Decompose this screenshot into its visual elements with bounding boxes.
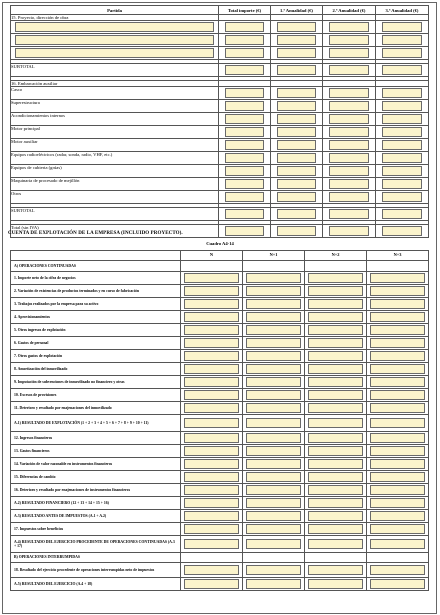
amount-input-year-1[interactable] [246,364,301,374]
header-anualidad-3: 3.ª Anualidad (€) [376,6,429,15]
proyecto-line-2-amount-input-1[interactable] [225,35,264,45]
row-label: 14. Variación de valor razonable en instrumentos financieros [11,458,181,471]
amount-input-year-3[interactable] [370,446,425,456]
proyecto-line-2-amount-input-2[interactable] [277,35,316,45]
amount-input-year-0[interactable] [184,364,239,374]
embarcacion-item-3-label: Acondicionamientos internos [11,113,65,118]
proyecto-line-3-amount-input-4[interactable] [382,48,422,58]
amount-input-year-1[interactable] [246,377,301,387]
investment-table-body [11,15,429,238]
amount-input-year-2[interactable] [308,351,363,361]
row-label: 3. Trabajos realizados por la empresa para su activo [11,298,181,311]
row-label: 1. Importe neto de la cifra de negocios [11,272,181,285]
amount-input-year-3[interactable] [370,377,425,387]
row-label: A.5) RESULTADO DEL EJERCICIO (A.4 + 18) [11,578,181,591]
amount-input-year-0[interactable] [184,472,239,482]
header-blank [11,251,181,261]
section-header-row [11,261,429,272]
amount-input-year-3[interactable] [370,351,425,361]
embarcacion-item-8-amount-input-4[interactable] [382,179,422,189]
amount-input-year-0[interactable] [184,446,239,456]
income-row [11,510,429,523]
income-row [11,324,429,337]
embarcacion-item-7-row [11,165,429,178]
income-row [11,445,429,458]
row-label: A.3) RESULTADO ANTES DE IMPUESTOS (A.1 + A.2) [11,510,181,523]
income-row [11,415,429,432]
amount-input-year-1[interactable] [246,459,301,469]
amount-input-year-2[interactable] [308,390,363,400]
embarcacion-item-7-label: Equipos de cubierta (grúas) [11,165,62,170]
embarcacion-item-8-label: Maquinaria de procesado de mejillón [11,178,80,183]
income-row [11,285,429,298]
row-label: 12. Ingresos financieros [11,432,181,445]
embarcacion-item-4-row [11,126,429,139]
embarcacion-item-1-label: Casco [11,87,23,92]
proyecto-line-2-amount-input-3[interactable] [329,35,369,45]
amount-input-year-3[interactable] [370,286,425,296]
investment-table [10,5,429,238]
proyecto-line-3-row [11,47,429,60]
subtotal-16-amount-input-1[interactable] [225,209,264,219]
amount-input-year-0[interactable] [184,418,239,428]
subtotal-15-amount-input-4[interactable] [382,65,422,75]
amount-input-year-1[interactable] [246,485,301,495]
amount-input-year-0[interactable] [184,377,239,387]
embarcacion-item-3-row [11,113,429,126]
investment-table-header [11,6,429,15]
embarcacion-item-2-amount-input-2[interactable] [277,101,316,111]
embarcacion-item-1-amount-input-4[interactable] [382,88,422,98]
embarcacion-item-2-label: Superestructura [11,100,40,105]
income-row [11,350,429,363]
amount-input-year-2[interactable] [308,286,363,296]
embarcacion-item-3-amount-input-1[interactable] [225,114,264,124]
embarcacion-item-6-label: Equipos radioeléctricos (radar, sonda, radio, VHF, etc.) [11,152,113,157]
embarcacion-item-4-amount-input-4[interactable] [382,127,422,137]
amount-input-year-1[interactable] [246,299,301,309]
row-label: 2. Variación de existencias de productos terminados y en curso de fabricación [11,285,181,298]
total-sin-iva-amount-input-1[interactable] [225,226,264,236]
subtotal-16-amount-input-2[interactable] [277,209,316,219]
header-anualidad-1: 1.ª Anualidad (€) [271,6,323,15]
embarcacion-item-9-amount-input-4[interactable] [382,192,422,202]
amount-input-year-3[interactable] [370,338,425,348]
row-label: A.1) RESULTADO DE EXPLOTACIÓN (1 + 2 + 3 + 4 + 5 + 6 + 7 + 8 + 9 + 10 + 11) [11,415,181,432]
row-label: 18. Resultado del ejercicio procedente de operaciones interrumpidas neto de impuestos [11,563,181,578]
embarcacion-item-9-amount-input-1[interactable] [225,192,264,202]
income-row [11,471,429,484]
proyecto-line-1-amount-input-4[interactable] [382,22,422,32]
amount-input-year-2[interactable] [308,377,363,387]
embarcacion-item-8-row [11,178,429,191]
embarcacion-item-5-amount-input-1[interactable] [225,140,264,150]
row-label: A.4) RESULTADO DEL EJERCICIO PROCEDENTE DE OPERACIONES CONTINUADAS (A.3 + 17) [11,536,181,553]
amount-input-year-3[interactable] [370,418,425,428]
row-label: A.2) RESULTADO FINANCIERO (12 + 13 + 14 + 15 + 16) [11,497,181,510]
section-caption: CUENTA DE EXPLOTACIÓN DE LA EMPRESA (INCLUIDO PROYECTO). [8,231,183,236]
amount-input-year-0[interactable] [184,312,239,322]
amount-input-year-0[interactable] [184,351,239,361]
income-row [11,337,429,350]
amount-input-year-3[interactable] [370,565,425,575]
amount-input-year-2[interactable] [308,565,363,575]
amount-input-year-2[interactable] [308,498,363,508]
header-partida: Partida [11,6,219,15]
embarcacion-item-5-amount-input-3[interactable] [329,140,369,150]
amount-input-year-1[interactable] [246,325,301,335]
amount-input-year-1[interactable] [246,539,301,549]
embarcacion-item-1-amount-input-1[interactable] [225,88,264,98]
proyecto-line-2-description-input[interactable] [15,35,214,45]
row-label: 4. Aprovisionamientos [11,311,181,324]
amount-input-year-0[interactable] [184,511,239,521]
income-row [11,363,429,376]
subtotal-15-label: SUBTOTAL [11,64,35,69]
income-row [11,298,429,311]
amount-input-year-3[interactable] [370,312,425,322]
amount-input-year-1[interactable] [246,498,301,508]
amount-input-year-3[interactable] [370,511,425,521]
header-n: N [181,251,243,261]
amount-input-year-2[interactable] [308,446,363,456]
row-label: 11. Deterioro y resultado por enajenaciones del inmovilizado [11,402,181,415]
income-row [11,311,429,324]
income-row [11,536,429,553]
amount-input-year-2[interactable] [308,273,363,283]
amount-input-year-2[interactable] [308,299,363,309]
income-row [11,484,429,497]
amount-input-year-0[interactable] [184,539,239,549]
amount-input-year-2[interactable] [308,364,363,374]
amount-input-year-0[interactable] [184,524,239,534]
amount-input-year-2[interactable] [308,485,363,495]
row-label: 17. Impuestos sobre beneficios [11,523,181,536]
subtotal-16-amount-input-3[interactable] [329,209,369,219]
embarcacion-item-7-amount-input-2[interactable] [277,166,316,176]
amount-input-year-0[interactable] [184,403,239,413]
subtotal-15-amount-input-2[interactable] [277,65,316,75]
embarcacion-item-7-amount-input-3[interactable] [329,166,369,176]
embarcacion-item-5-amount-input-2[interactable] [277,140,316,150]
amount-input-year-0[interactable] [184,273,239,283]
amount-input-year-2[interactable] [308,312,363,322]
header-n2: N+2 [305,251,367,261]
embarcacion-item-9-amount-input-3[interactable] [329,192,369,202]
amount-input-year-2[interactable] [308,433,363,443]
proyecto-line-1-amount-input-3[interactable] [329,22,369,32]
embarcacion-item-4-amount-input-3[interactable] [329,127,369,137]
header-total: Total importe (€) [219,6,271,15]
row-label: 6. Gastos de personal [11,337,181,350]
proyecto-line-3-description-input[interactable] [15,48,214,58]
subtotal-16-amount-input-4[interactable] [382,209,422,219]
embarcacion-item-6-amount-input-2[interactable] [277,153,316,163]
amount-input-year-3[interactable] [370,273,425,283]
amount-input-year-1[interactable] [246,524,301,534]
subtotal-16-row [11,208,429,221]
proyecto-line-2-row [11,34,429,47]
embarcacion-item-6-amount-input-3[interactable] [329,153,369,163]
embarcacion-item-9-amount-input-2[interactable] [277,192,316,202]
amount-input-year-0[interactable] [184,565,239,575]
proyecto-line-3-amount-input-3[interactable] [329,48,369,58]
amount-input-year-1[interactable] [246,286,301,296]
row-label: 5. Otros ingresos de explotación [11,324,181,337]
embarcacion-item-4-amount-input-2[interactable] [277,127,316,137]
amount-input-year-1[interactable] [246,418,301,428]
embarcacion-item-2-amount-input-3[interactable] [329,101,369,111]
embarcacion-item-5-amount-input-4[interactable] [382,140,422,150]
income-table-body [11,261,429,591]
embarcacion-item-2-amount-input-1[interactable] [225,101,264,111]
section-16-row-title: 16. Embarcación auxiliar [11,81,219,87]
subtotal-16-label: SUBTOTAL [11,208,35,213]
total-sin-iva-amount-input-4[interactable] [382,226,422,236]
amount-input-year-2[interactable] [308,511,363,521]
income-row [11,402,429,415]
amount-input-year-2[interactable] [308,524,363,534]
row-label: B) OPERACIONES INTERRUMPIDAS [11,553,181,563]
amount-input-year-0[interactable] [184,286,239,296]
section-header-row [11,553,429,563]
embarcacion-item-7-amount-input-4[interactable] [382,166,422,176]
subtotal-15-amount-input-1[interactable] [225,65,264,75]
embarcacion-item-2-amount-input-4[interactable] [382,101,422,111]
amount-input-year-0[interactable] [184,485,239,495]
proyecto-line-1-row [11,21,429,34]
embarcacion-item-4-label: Motor principal [11,126,40,131]
amount-input-year-1[interactable] [246,273,301,283]
row-label: 7. Otros gastos de explotación [11,350,181,363]
total-sin-iva-amount-input-3[interactable] [329,226,369,236]
amount-input-year-3[interactable] [370,524,425,534]
row-label: 10. Excesos de provisiones [11,389,181,402]
proyecto-line-3-amount-input-1[interactable] [225,48,264,58]
row-label: 8. Amortización del inmovilizado [11,363,181,376]
embarcacion-item-4-amount-input-1[interactable] [225,127,264,137]
income-row [11,458,429,471]
amount-input-year-1[interactable] [246,446,301,456]
total-sin-iva-amount-input-2[interactable] [277,226,316,236]
amount-input-year-2[interactable] [308,579,363,589]
amount-input-year-3[interactable] [370,539,425,549]
header-n1: N+1 [243,251,305,261]
amount-input-year-3[interactable] [370,472,425,482]
income-row [11,389,429,402]
amount-input-year-3[interactable] [370,433,425,443]
amount-input-year-1[interactable] [246,433,301,443]
income-row [11,563,429,578]
amount-input-year-3[interactable] [370,325,425,335]
amount-input-year-0[interactable] [184,338,239,348]
embarcacion-item-1-amount-input-3[interactable] [329,88,369,98]
subtotal-15-row [11,64,429,77]
proyecto-line-2-amount-input-4[interactable] [382,35,422,45]
amount-input-year-2[interactable] [308,418,363,428]
amount-input-year-3[interactable] [370,403,425,413]
amount-input-year-2[interactable] [308,325,363,335]
embarcacion-item-8-amount-input-3[interactable] [329,179,369,189]
embarcacion-item-8-amount-input-2[interactable] [277,179,316,189]
amount-input-year-1[interactable] [246,403,301,413]
amount-input-year-0[interactable] [184,325,239,335]
embarcacion-item-3-amount-input-2[interactable] [277,114,316,124]
amount-input-year-3[interactable] [370,299,425,309]
amount-input-year-3[interactable] [370,485,425,495]
header-n3: N+3 [367,251,429,261]
row-label: A) OPERACIONES CONTINUADAS [11,261,181,272]
amount-input-year-1[interactable] [246,579,301,589]
income-table-header [11,251,429,261]
amount-input-year-0[interactable] [184,459,239,469]
table-caption: Cuadro A4-14 [206,241,234,246]
income-row [11,376,429,389]
total-sin-iva-label: Total (sin IVA) [11,225,39,230]
embarcacion-item-6-amount-input-4[interactable] [382,153,422,163]
income-row [11,497,429,510]
embarcacion-item-6-row [11,152,429,165]
amount-input-year-3[interactable] [370,498,425,508]
embarcacion-item-1-row [11,87,429,100]
proyecto-line-1-amount-input-1[interactable] [225,22,264,32]
proyecto-line-3-amount-input-2[interactable] [277,48,316,58]
income-row [11,272,429,285]
subtotal-15-amount-input-3[interactable] [329,65,369,75]
amount-input-year-3[interactable] [370,364,425,374]
embarcacion-item-2-row [11,100,429,113]
amount-input-year-0[interactable] [184,433,239,443]
amount-input-year-0[interactable] [184,390,239,400]
embarcacion-item-8-amount-input-1[interactable] [225,179,264,189]
embarcacion-item-9-row [11,191,429,204]
amount-input-year-0[interactable] [184,299,239,309]
amount-input-year-1[interactable] [246,351,301,361]
embarcacion-item-3-amount-input-3[interactable] [329,114,369,124]
amount-input-year-2[interactable] [308,472,363,482]
amount-input-year-1[interactable] [246,565,301,575]
row-label: 16. Deterioro y resultado por enajenaciones de instrumentos financieros [11,484,181,497]
header-anualidad-2: 2.ª Anualidad (€) [323,6,376,15]
embarcacion-item-5-row [11,139,429,152]
row-label: 15. Diferencias de cambio [11,471,181,484]
amount-input-year-1[interactable] [246,511,301,521]
income-statement-table [10,250,429,591]
embarcacion-item-6-amount-input-1[interactable] [225,153,264,163]
row-label: 13. Gastos financieros [11,445,181,458]
amount-input-year-3[interactable] [370,579,425,589]
income-row [11,578,429,591]
embarcacion-item-9-label: Otros [11,191,22,196]
amount-input-year-0[interactable] [184,579,239,589]
amount-input-year-1[interactable] [246,338,301,348]
amount-input-year-3[interactable] [370,390,425,400]
amount-input-year-1[interactable] [246,472,301,482]
income-row [11,523,429,536]
amount-input-year-2[interactable] [308,403,363,413]
income-row [11,432,429,445]
embarcacion-item-1-amount-input-2[interactable] [277,88,316,98]
amount-input-year-3[interactable] [370,459,425,469]
amount-input-year-1[interactable] [246,312,301,322]
embarcacion-item-5-label: Motor auxiliar [11,139,38,144]
amount-input-year-1[interactable] [246,390,301,400]
proyecto-line-1-description-input[interactable] [15,22,214,32]
section-15-title: 15. Proyecto, dirección de obra [11,15,219,21]
amount-input-year-2[interactable] [308,459,363,469]
amount-input-year-2[interactable] [308,338,363,348]
row-label: 9. Imputación de subvenciones de inmovilizado no financiero y otras [11,376,181,389]
embarcacion-item-3-amount-input-4[interactable] [382,114,422,124]
amount-input-year-0[interactable] [184,498,239,508]
embarcacion-item-7-amount-input-1[interactable] [225,166,264,176]
amount-input-year-2[interactable] [308,539,363,549]
proyecto-line-1-amount-input-2[interactable] [277,22,316,32]
